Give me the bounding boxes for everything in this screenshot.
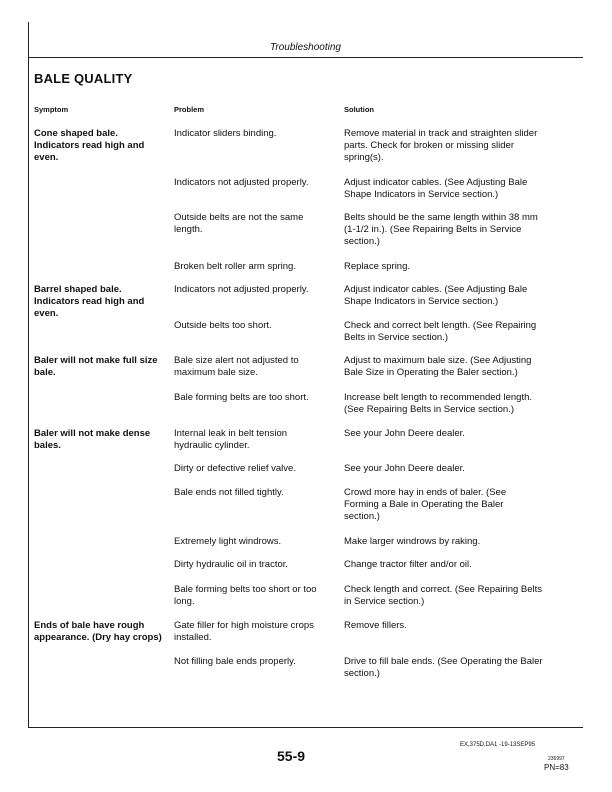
solution-text: Adjust to maximum bale size. (See Adjusting Bale Size in Operating the Baler section.)	[344, 355, 532, 378]
pn-page-number: PN=83	[544, 763, 569, 772]
reference-code: EX,375D,DA1 -19-13SEP95	[460, 742, 536, 748]
problem-text: Bale ends not filled tightly.	[174, 487, 284, 498]
column-header-symptom: Symptom	[34, 105, 69, 114]
problem-text: Indicator sliders binding.	[174, 128, 277, 139]
problem-text: Bale size alert not adjusted to maximum bale size.	[174, 355, 299, 378]
symptom-text: Ends of bale have rough appearance. (Dry hay crops)	[34, 620, 162, 643]
symptom-text: Baler will not make dense bales.	[34, 428, 151, 451]
page-frame-left-border	[28, 22, 29, 727]
symptom-text: Cone shaped bale. Indicators read high and even.	[34, 128, 145, 163]
solution-text: Make larger windrows by raking.	[344, 536, 481, 547]
solution-text: Remove fillers.	[344, 620, 407, 631]
symptom-text: Barrel shaped bale. Indicators read high and even.	[34, 284, 145, 319]
solution-text: Replace spring.	[344, 261, 411, 272]
solution-text: Remove material in track and straighten slider parts. Check for broken or missing slider spring(s).	[344, 128, 538, 163]
column-header-solution: Solution	[344, 105, 374, 114]
problem-text: Indicators not adjusted properly.	[174, 284, 309, 295]
solution-text: Check and correct belt length. (See Repairing Belts in Service section.)	[344, 320, 537, 343]
problem-text: Extremely light windrows.	[174, 536, 282, 547]
document-code: 236997	[548, 756, 565, 762]
solution-text: Crowd more hay in ends of baler. (See Forming a Bale in Operating the Baler section.)	[344, 487, 507, 522]
solution-text: Adjust indicator cables. (See Adjusting Bale Shape Indicators in Service section.)	[344, 177, 528, 200]
solution-text: Check length and correct. (See Repairing Belts in Service section.)	[344, 584, 543, 607]
running-header: Troubleshooting	[270, 42, 341, 53]
problem-text: Broken belt roller arm spring.	[174, 261, 296, 272]
solution-text: See your John Deere dealer.	[344, 463, 465, 474]
solution-text: Adjust indicator cables. (See Adjusting Bale Shape Indicators in Service section.)	[344, 284, 528, 307]
header-rule	[28, 57, 583, 58]
page-number: 55-9	[277, 748, 306, 764]
problem-text: Not filling bale ends properly.	[174, 656, 296, 667]
problem-text: Dirty hydraulic oil in tractor.	[174, 559, 289, 570]
problem-text: Indicators not adjusted properly.	[174, 177, 309, 188]
symptom-text: Baler will not make full size bale.	[34, 355, 158, 378]
section-title: BALE QUALITY	[34, 71, 133, 86]
solution-text: Change tractor filter and/or oil.	[344, 559, 472, 570]
column-header-problem: Problem	[174, 105, 205, 114]
problem-text: Internal leak in belt tension hydraulic cylinder.	[174, 428, 288, 451]
problem-text: Dirty or defective relief valve.	[174, 463, 296, 474]
problem-text: Outside belts too short.	[174, 320, 272, 331]
solution-text: Increase belt length to recommended length. (See Repairing Belts in Service section.)	[344, 392, 533, 415]
solution-text: See your John Deere dealer.	[344, 428, 465, 439]
problem-text: Outside belts are not the same length.	[174, 212, 304, 235]
problem-text: Bale forming belts too short or too long.	[174, 584, 317, 607]
solution-text: Drive to fill bale ends. (See Operating the Baler section.)	[344, 656, 543, 679]
problem-text: Bale forming belts are too short.	[174, 392, 309, 403]
problem-text: Gate filler for high moisture crops installed.	[174, 620, 314, 643]
footer-rule	[28, 727, 583, 728]
solution-text: Belts should be the same length within 38 mm (1-1/2 in.). (See Repairing Belts in Service section.)	[344, 212, 538, 247]
